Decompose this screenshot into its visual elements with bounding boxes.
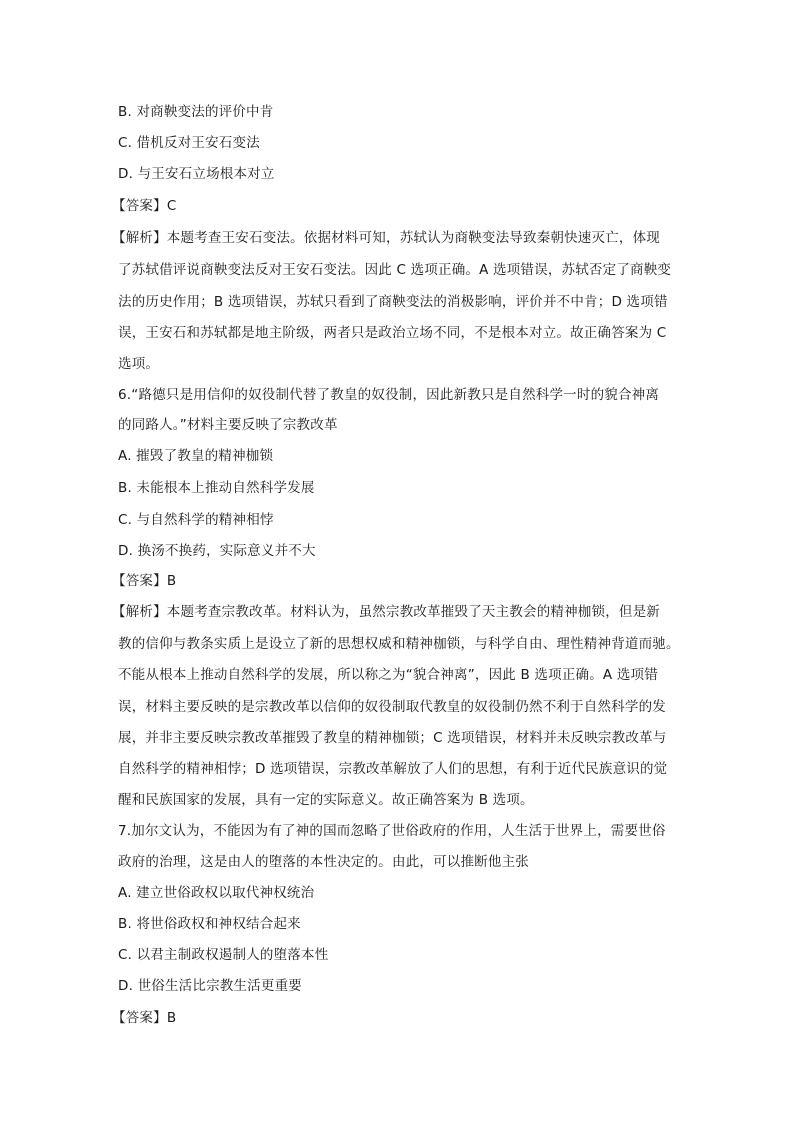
q6-stem-line: 的同路人。”材料主要反映了宗教改革 [118,417,338,433]
answer-value: C [166,198,177,214]
q6-analysis-line: 【解析】本题考查宗教改革。材料认为，虽然宗教改革摧毁了天主教会的精神枷锁，但是新 [112,604,660,620]
answer-label: 【答案】 [112,198,167,214]
q6-option-d: D. 换汤不换药，实际意义并不大 [118,543,316,559]
q6-analysis-line: 自然科学的精神相悖；D 选项错误，宗教改革解放了人们的思想，有利于近代民族意识的觉 [118,761,668,777]
q5-analysis-line: 误，王安石和苏轼都是地主阶级，两者只是政治立场不同，不是根本对立。故正确答案为 C [118,325,667,341]
q6-answer [112,571,672,591]
q5-answer [112,196,672,216]
q6-analysis-line: 误，材料主要反映的是宗教改革以信仰的奴役制取代教皇的奴役制仍然不利于自然科学的发 [118,699,666,715]
q6-analysis-line: 不能从根本上推动自然科学的发展，所以称之为“貌合神离”，因此 B 选项正确。A 选项错 [118,667,658,683]
q6-option-c: C. 与自然科学的精神相悖 [118,512,274,528]
q6-option-a: A. 摧毁了教皇的精神枷锁 [118,448,274,464]
q7-option-c: C. 以君主制政权遏制人的堕落本性 [118,947,329,963]
q5-analysis-line: 【解析】本题考查王安石变法。依据材料可知，苏轼认为商鞅变法导致秦朝快速灭亡，体现 [112,230,660,246]
q6-analysis-line: 展，并非主要反映宗教改革摧毁了教皇的精神枷锁；C 选项错误，材料并未反映宗教改革与 [118,730,667,746]
answer-value: B [166,1010,177,1026]
q5-analysis-line: 选项。 [118,356,160,372]
q7-stem-line: 政府的治理，这是由人的堕落的本性决定的。由此，可以推断他主张 [118,854,529,870]
q7-answer [112,1008,672,1028]
q6-analysis-line: 教的信仰与教条实质上是设立了新的思想权威和精神枷锁，与科学自由、理性精神背道而驰。 [118,636,680,652]
answer-value: B [166,573,177,589]
q7-option-a: A. 建立世俗政权以取代神权统治 [118,885,315,901]
q7-option-d: D. 世俗生活比宗教生活更重要 [118,978,302,994]
q6-option-b: B. 未能根本上推动自然科学发展 [118,480,315,496]
q5-option-c: C. 借机反对王安石变法 [118,135,260,151]
answer-label: 【答案】 [112,573,167,589]
q5-analysis-line: 了苏轼借评说商鞅变法反对王安石变法。因此 C 选项正确。A 选项错误，苏轼否定了商鞅变 [118,262,672,278]
q7-stem-line: 7.加尔文认为，不能因为有了神的国而忽略了世俗政府的作用，人生活于世界上，需要世俗 [118,823,666,839]
q6-analysis-line: 醒和民族国家的发展，具有一定的实际意义。故正确答案为 B 选项。 [118,792,534,808]
q5-analysis-line: 法的历史作用；B 选项错误，苏轼只看到了商鞅变法的消极影响，评价并不中肯；D 选项错 [118,294,668,310]
q7-option-b: B. 将世俗政权和神权结合起来 [118,916,301,932]
answer-label: 【答案】 [112,1010,167,1026]
q6-stem-line: 6.“路德只是用信仰的奴役制代替了教皇的奴役制，因此新教只是自然科学一时的貌合神离 [118,387,660,403]
q5-option-b: B. 对商鞅变法的评价中肯 [118,104,274,120]
q5-option-d: D. 与王安石立场根本对立 [118,166,275,182]
